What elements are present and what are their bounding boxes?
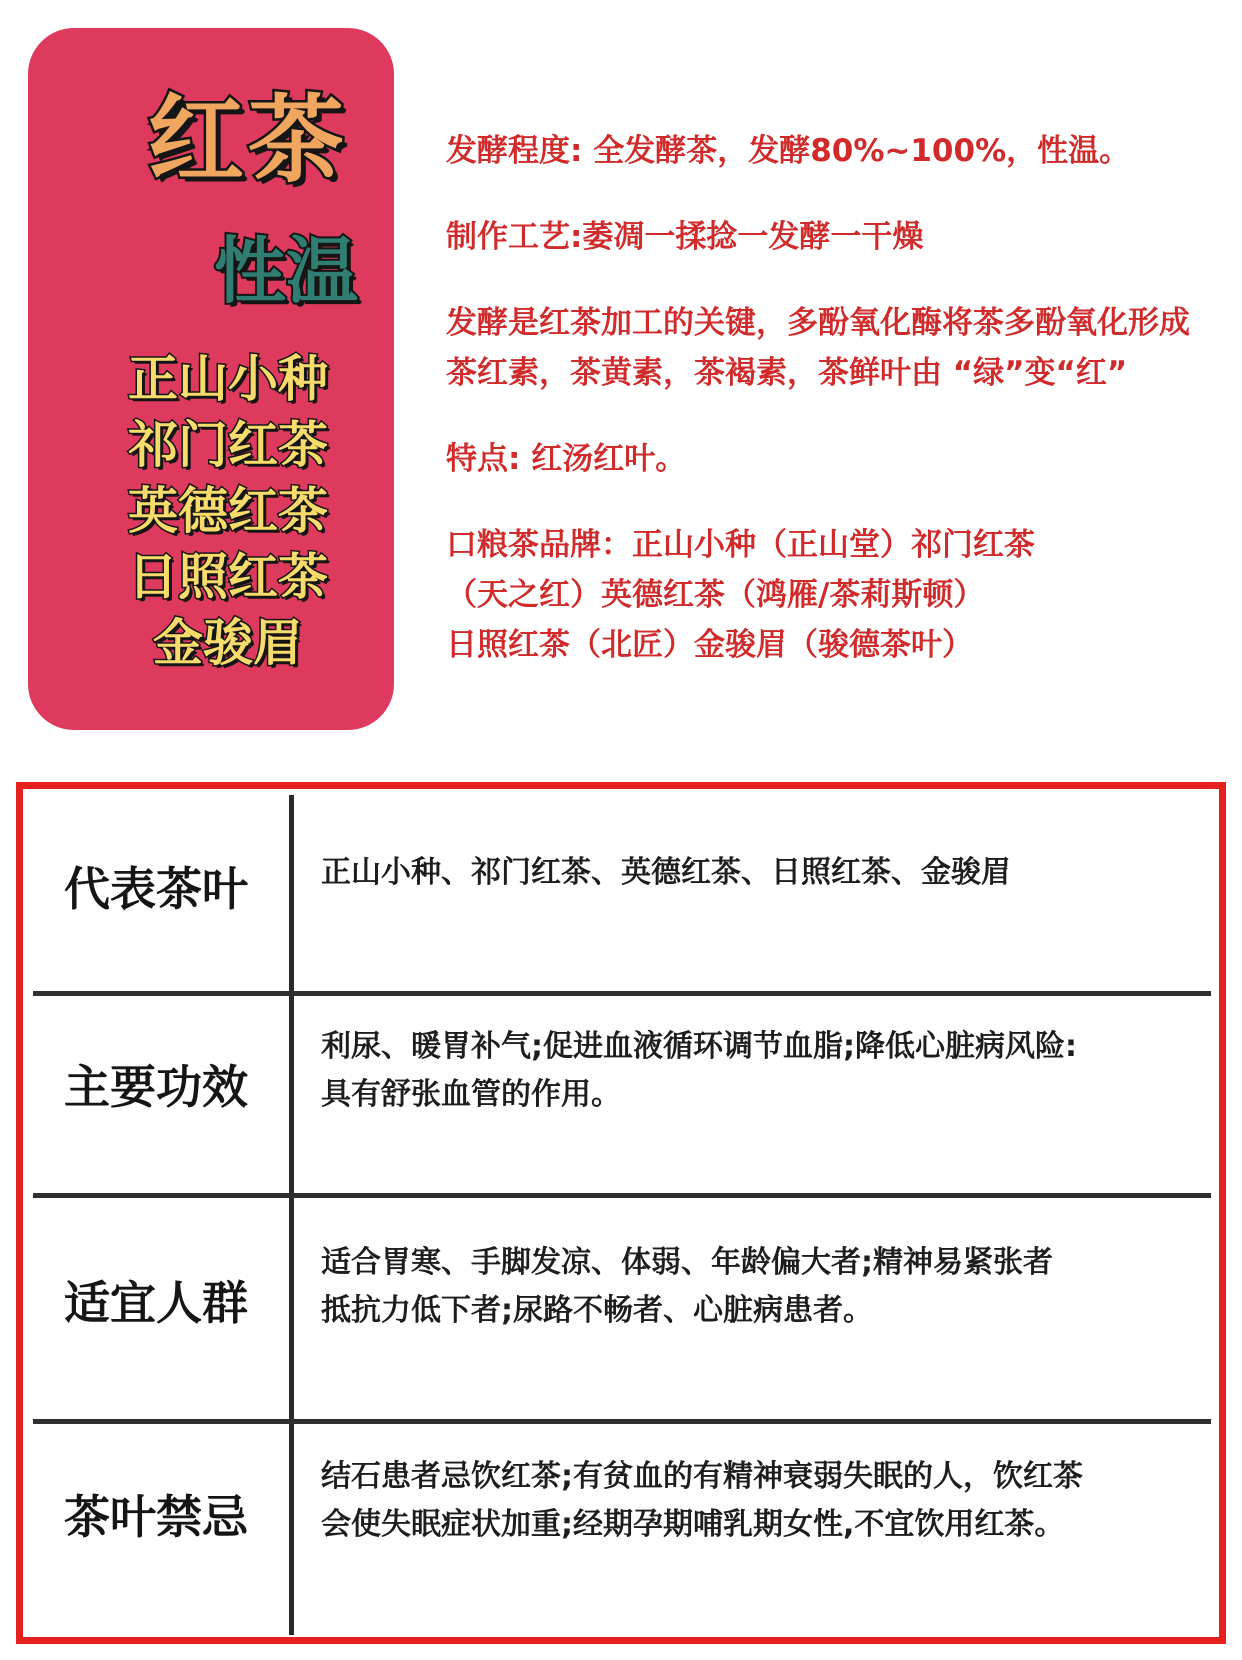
variety-item: 金骏眉 (153, 614, 303, 672)
row-content-taboo (321, 1453, 1211, 1549)
row-line: 抵抗力低下者;尿路不畅者、心脏病患者。 (321, 1293, 873, 1328)
variety-item: 日照红茶 (128, 548, 328, 606)
row-content-effects (321, 1023, 1211, 1119)
fermentation-text: 发酵程度: 全发酵茶，发酵80%~100%，性温。 (446, 133, 1131, 169)
row-header-effects: 主要功效 (64, 1060, 248, 1114)
row-content-representative (321, 849, 1211, 897)
brands-line: 口粮茶品牌：正山小种（正山堂）祁门红茶 (446, 527, 1035, 563)
tea-title: 红茶 (148, 84, 348, 196)
tea-info-table (16, 782, 1226, 1644)
variety-list (28, 346, 428, 676)
row-header-suitable: 适宜人群 (64, 1276, 248, 1330)
row-header-taboo: 茶叶禁忌 (64, 1490, 248, 1544)
row-line: 具有舒张血管的作用。 (321, 1077, 621, 1112)
variety-item: 正山小种 (128, 350, 328, 408)
fermentation-key-text: 发酵是红茶加工的关键，多酚氧化酶将茶多酚氧化形成茶红素，茶黄素，茶褐素，茶鲜叶由 “绿”变“红” (446, 305, 1190, 391)
row-header-representative: 代表茶叶 (64, 862, 248, 916)
table-divider (33, 1419, 1211, 1424)
tea-nature: 性温 (214, 229, 359, 313)
variety-item: 祁门红茶 (128, 416, 328, 474)
table-divider-vertical (289, 795, 294, 1635)
row-line: 会使失眠症状加重;经期孕期哺乳期女性,不宜饮用红茶。 (321, 1507, 1065, 1542)
row-content-suitable (321, 1239, 1211, 1335)
tea-info (446, 126, 1206, 670)
feature-text: 特点: 红汤红叶。 (446, 441, 687, 477)
process-text: 制作工艺:萎凋一揉捻一发酵一干燥 (446, 219, 924, 255)
brands-line: （天之红）英德红茶（鸿雁/茶莉斯顿） (446, 577, 985, 613)
row-line: 利尿、暖胃补气;促进血液循环调节血脂;降低心脏病风险: (321, 1029, 1077, 1064)
tea-type-card (28, 28, 394, 730)
table-divider (33, 991, 1211, 996)
brands-line: 日照红茶（北匠）金骏眉（骏德茶叶） (446, 627, 973, 663)
table-divider (33, 1193, 1211, 1198)
variety-item: 英德红茶 (128, 482, 328, 540)
row-line: 结石患者忌饮红茶;有贫血的有精神衰弱失眠的人，饮红茶 (321, 1459, 1083, 1494)
row-line: 正山小种、祁门红茶、英德红茶、日照红茶、金骏眉 (321, 855, 1011, 890)
row-line: 适合胃寒、手脚发凉、体弱、年龄偏大者;精神易紧张者 (321, 1245, 1053, 1280)
